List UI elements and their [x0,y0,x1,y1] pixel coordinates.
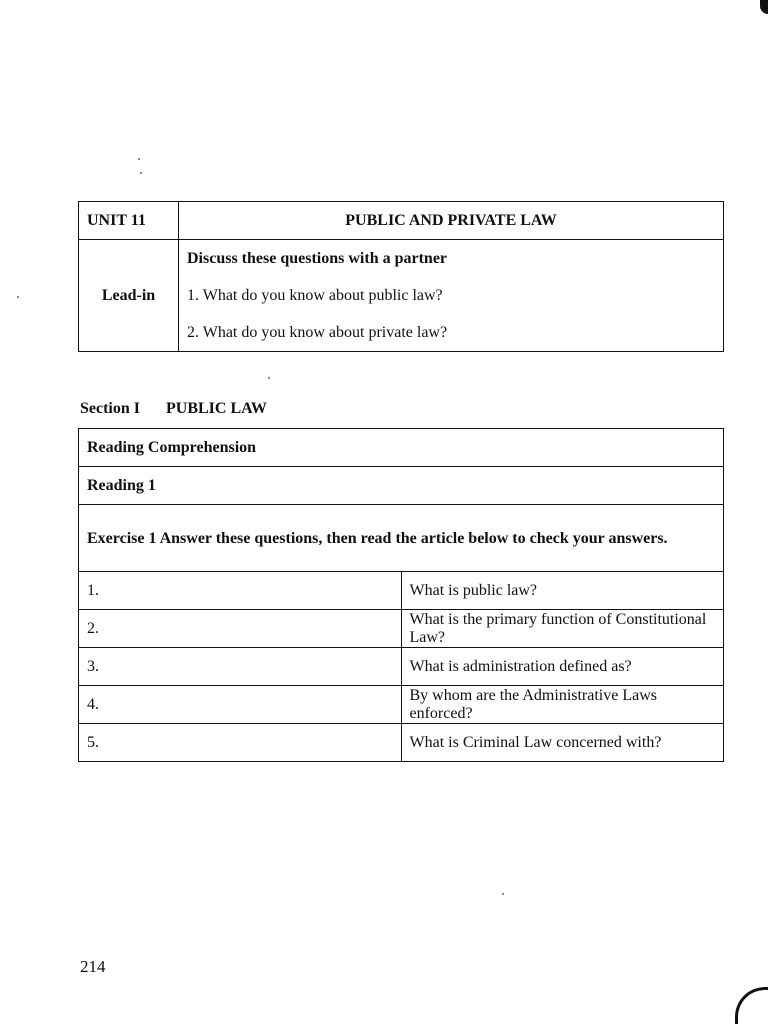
question-text: By whom are the Administrative Laws enforced? [401,686,724,724]
question-row [79,572,724,610]
exercise-instruction: Exercise 1 Answer these questions, then read the article below to check your answers. [79,505,724,572]
unit-label: UNIT 11 [79,202,179,240]
page-number: 214 [80,957,106,976]
unit-table [78,201,724,352]
scan-speck [140,172,142,174]
reading-heading: Reading Comprehension [79,429,724,467]
question-number: 5. [79,724,402,762]
scan-speck [268,377,270,379]
question-row [79,610,724,648]
question-row [79,686,724,724]
question-text: What is the primary function of Constitutional Law? [401,610,724,648]
scan-speck [502,893,504,895]
question-number: 3. [79,648,402,686]
section-heading [80,400,267,418]
question-text: What is administration defined as? [401,648,724,686]
page-curl [735,987,768,1024]
lead-in-label: Lead-in [79,240,179,352]
section-title: PUBLIC LAW [166,400,267,417]
lead-in-question: 2. What do you know about private law? [187,324,448,341]
question-text: What is public law? [401,572,724,610]
question-number: 2. [79,610,402,648]
question-row [79,724,724,762]
lead-in-question: 1. What do you know about public law? [187,287,443,304]
reading-subheading: Reading 1 [79,467,724,505]
question-number: 1. [79,572,402,610]
lead-in-content [179,240,724,352]
question-row [79,648,724,686]
scan-corner-mark [760,0,768,14]
reading-table [78,428,724,762]
scan-speck [138,158,140,160]
unit-title: PUBLIC AND PRIVATE LAW [179,202,724,240]
section-number: Section I [80,400,140,417]
question-number: 4. [79,686,402,724]
scan-speck [17,296,19,298]
question-text: What is Criminal Law concerned with? [401,724,724,762]
lead-in-instruction: Discuss these questions with a partner [187,250,448,267]
